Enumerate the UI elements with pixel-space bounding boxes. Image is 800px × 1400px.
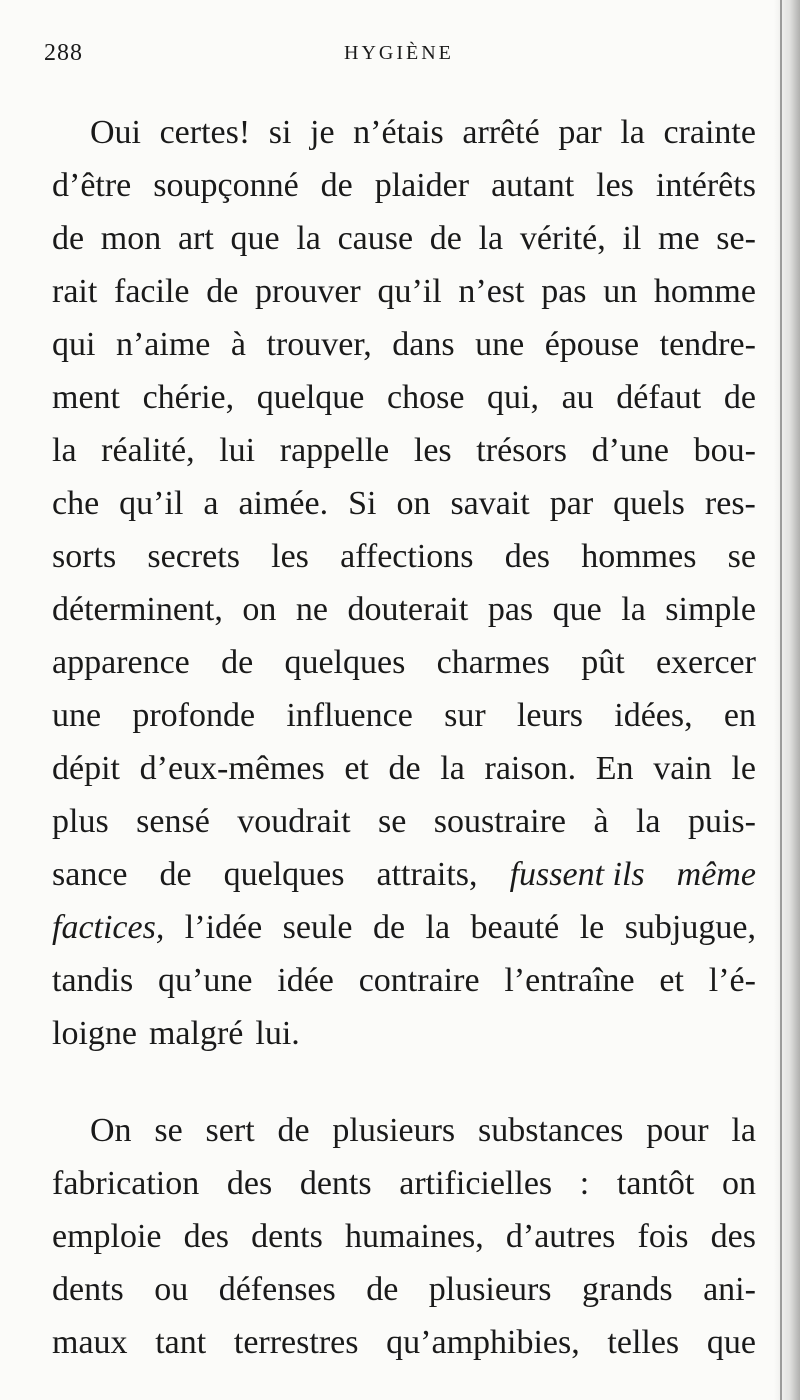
word: même	[676, 856, 756, 893]
word: des	[183, 1218, 229, 1255]
word: douterait	[347, 591, 469, 628]
word: arrêté	[462, 114, 540, 151]
word: la	[52, 432, 77, 469]
word: réalité,	[101, 432, 195, 469]
word: aimée.	[238, 485, 329, 522]
text-line	[52, 265, 756, 318]
text-line	[52, 1316, 756, 1369]
word: qu’une	[158, 962, 253, 999]
word: ne	[295, 591, 328, 628]
word: des	[710, 1218, 756, 1255]
word: humaines,	[344, 1218, 484, 1255]
word: de	[320, 167, 353, 204]
word: un	[603, 273, 638, 310]
word: seule	[282, 909, 353, 946]
word: épouse	[544, 326, 640, 363]
word: plus	[52, 803, 109, 840]
word: grands	[581, 1271, 673, 1308]
page-edge-shadow	[774, 0, 800, 1400]
word: plusieurs	[428, 1271, 552, 1308]
word: lui.	[255, 1015, 300, 1052]
word: cause	[337, 220, 414, 257]
word: sur	[444, 697, 486, 734]
word: l’idée	[184, 909, 263, 946]
word: pour	[646, 1112, 709, 1149]
word: voudrait	[237, 803, 351, 840]
word: fois	[637, 1218, 689, 1255]
word: à	[230, 326, 246, 363]
word: certes!	[159, 114, 251, 151]
word: idée	[277, 962, 334, 999]
text-line	[52, 1157, 756, 1210]
running-head: HYGIÈNE	[344, 42, 454, 64]
word: dépit	[52, 750, 120, 787]
word: homme	[653, 273, 756, 310]
word: chose	[387, 379, 465, 416]
word: plusieurs	[332, 1112, 456, 1149]
text-line	[52, 795, 756, 848]
word: défenses	[218, 1271, 336, 1308]
word: hommes	[581, 538, 697, 575]
word: n’est	[458, 273, 525, 310]
word: n’étais	[353, 114, 444, 151]
word: si	[268, 114, 292, 151]
word: bou-	[693, 432, 756, 469]
word: par	[558, 114, 602, 151]
word: fabrication	[52, 1165, 200, 1202]
word: dents	[251, 1218, 323, 1255]
text-line	[52, 954, 756, 1007]
text-line	[52, 106, 756, 159]
word: ment	[52, 379, 120, 416]
word: il	[622, 220, 642, 257]
word: influence	[286, 697, 413, 734]
word: lui	[219, 432, 256, 469]
text-line	[52, 742, 756, 795]
word: que	[552, 591, 602, 628]
word: tandis	[52, 962, 134, 999]
word: le	[731, 750, 756, 787]
word: leurs	[516, 697, 583, 734]
word: déterminent,	[52, 591, 223, 628]
word: la	[478, 220, 504, 257]
paragraph	[52, 1104, 756, 1369]
page-header	[44, 40, 764, 80]
word: beauté	[470, 909, 560, 946]
word: et	[659, 962, 684, 999]
text-line	[52, 636, 756, 689]
text-line	[52, 159, 756, 212]
word: emploie	[52, 1218, 162, 1255]
word: rait	[52, 273, 98, 310]
text-line	[52, 901, 756, 954]
word: une	[52, 697, 102, 734]
word: de	[429, 220, 462, 257]
word: d’eux-mêmes	[139, 750, 325, 787]
word: soustraire	[433, 803, 566, 840]
word: terrestres	[233, 1324, 359, 1361]
word: au	[561, 379, 594, 416]
word: vérité,	[519, 220, 606, 257]
paragraph	[52, 106, 756, 1060]
word: rappelle	[279, 432, 390, 469]
word: chérie,	[142, 379, 235, 416]
word: quels	[613, 485, 685, 522]
word: soupçonné	[153, 167, 299, 204]
word: factices,	[52, 909, 165, 946]
word: mon	[100, 220, 162, 257]
word: ou	[154, 1271, 189, 1308]
word: la	[425, 909, 451, 946]
page-number: 288	[44, 40, 83, 66]
word: la	[635, 803, 661, 840]
word: qu’il	[119, 485, 184, 522]
word: et	[344, 750, 369, 787]
text-line	[52, 424, 756, 477]
word: qui,	[487, 379, 539, 416]
word: quelque	[256, 379, 365, 416]
word: la	[440, 750, 465, 787]
word: trouver,	[266, 326, 372, 363]
word: dents	[52, 1271, 124, 1308]
word: apparence	[52, 644, 190, 681]
word: qui	[52, 326, 96, 363]
word: de	[366, 1271, 399, 1308]
word: de	[277, 1112, 310, 1149]
word: tendre-	[659, 326, 756, 363]
text-line	[52, 1263, 756, 1316]
word: plaider	[374, 167, 470, 204]
word: on	[396, 485, 431, 522]
word: subjugue,	[624, 909, 756, 946]
word: qu’il	[377, 273, 442, 310]
word: tantôt	[616, 1165, 695, 1202]
word: raison.	[484, 750, 577, 787]
text-line	[52, 1104, 756, 1157]
word: que	[230, 220, 280, 257]
word: malgré	[148, 1015, 244, 1052]
word: vain	[653, 750, 712, 787]
word: sensé	[136, 803, 210, 840]
word: artificielles	[399, 1165, 553, 1202]
word: attraits,	[376, 856, 478, 893]
word: d’autres	[505, 1218, 616, 1255]
word: sorts	[52, 538, 117, 575]
word: contraire	[358, 962, 480, 999]
word: se	[154, 1112, 183, 1149]
text-line	[52, 371, 756, 424]
text-line	[52, 689, 756, 742]
word: loigne	[52, 1015, 137, 1052]
word: autant	[491, 167, 575, 204]
word: che	[52, 485, 100, 522]
word: je	[310, 114, 335, 151]
text-line	[52, 212, 756, 265]
page-body	[52, 106, 756, 1369]
word: de	[372, 909, 406, 946]
word: charmes	[436, 644, 550, 681]
word: que	[706, 1324, 756, 1361]
word: quelques	[284, 644, 406, 681]
word: on	[242, 591, 277, 628]
word: facile	[114, 273, 190, 310]
word: on	[721, 1165, 756, 1202]
word: substances	[478, 1112, 624, 1149]
word: d’être	[52, 167, 132, 204]
word: la	[621, 591, 646, 628]
word: puis-	[687, 803, 756, 840]
word: crainte	[663, 114, 756, 151]
word: ani-	[703, 1271, 756, 1308]
word: pas	[541, 273, 587, 310]
word: a	[203, 485, 219, 522]
text-line	[52, 848, 756, 901]
word: sance	[52, 856, 128, 893]
word: affections	[340, 538, 474, 575]
text-line	[52, 477, 756, 530]
word: :	[579, 1165, 590, 1202]
word: d’une	[591, 432, 669, 469]
word: de	[52, 220, 85, 257]
word: les	[596, 167, 634, 204]
word: trésors	[476, 432, 567, 469]
word: l’é-	[708, 962, 756, 999]
word: pas	[487, 591, 534, 628]
word: prouver	[255, 273, 361, 310]
word: me	[658, 220, 700, 257]
word: en	[723, 697, 756, 734]
word: de	[221, 644, 254, 681]
word: se-	[716, 220, 756, 257]
word: En	[595, 750, 634, 787]
word: le	[579, 909, 605, 946]
word: intérêts	[655, 167, 756, 204]
word: l’entraîne	[504, 962, 635, 999]
paragraph-gap	[52, 1060, 756, 1104]
word: Si	[348, 485, 377, 522]
word: secrets	[147, 538, 240, 575]
word: maux	[52, 1324, 128, 1361]
word: savait	[450, 485, 530, 522]
word: On	[90, 1112, 132, 1149]
word: des	[226, 1165, 273, 1202]
word: idées,	[614, 697, 693, 734]
word: dans	[392, 326, 455, 363]
word: n’aime	[115, 326, 211, 363]
text-line	[52, 1210, 756, 1263]
text-line	[52, 583, 756, 636]
word: se	[378, 803, 407, 840]
text-line	[52, 530, 756, 583]
word: les	[413, 432, 452, 469]
word: se	[727, 538, 756, 575]
word: une	[475, 326, 525, 363]
word: de	[388, 750, 421, 787]
word: art	[177, 220, 214, 257]
word: la	[296, 220, 321, 257]
word: res-	[704, 485, 756, 522]
word: de	[206, 273, 239, 310]
word: fussent ils	[509, 856, 645, 893]
word: dents	[299, 1165, 372, 1202]
word: simple	[665, 591, 756, 628]
page-edge-line	[780, 0, 782, 1400]
word: quelques	[223, 856, 345, 893]
word: telles	[607, 1324, 680, 1361]
word: défaut	[616, 379, 702, 416]
word: sert	[205, 1112, 255, 1149]
word: la	[731, 1112, 756, 1149]
word: de	[723, 379, 756, 416]
word: à	[593, 803, 609, 840]
text-line	[52, 318, 756, 371]
word: profonde	[132, 697, 256, 734]
text-line	[52, 1007, 756, 1060]
word: tant	[155, 1324, 207, 1361]
word: la	[620, 114, 645, 151]
word: des	[504, 538, 551, 575]
word: les	[271, 538, 309, 575]
word: Oui	[90, 114, 141, 151]
word: par	[549, 485, 594, 522]
word: pût	[581, 644, 625, 681]
word: exercer	[655, 644, 756, 681]
word: de	[159, 856, 192, 893]
word: qu’amphibies,	[386, 1324, 580, 1361]
